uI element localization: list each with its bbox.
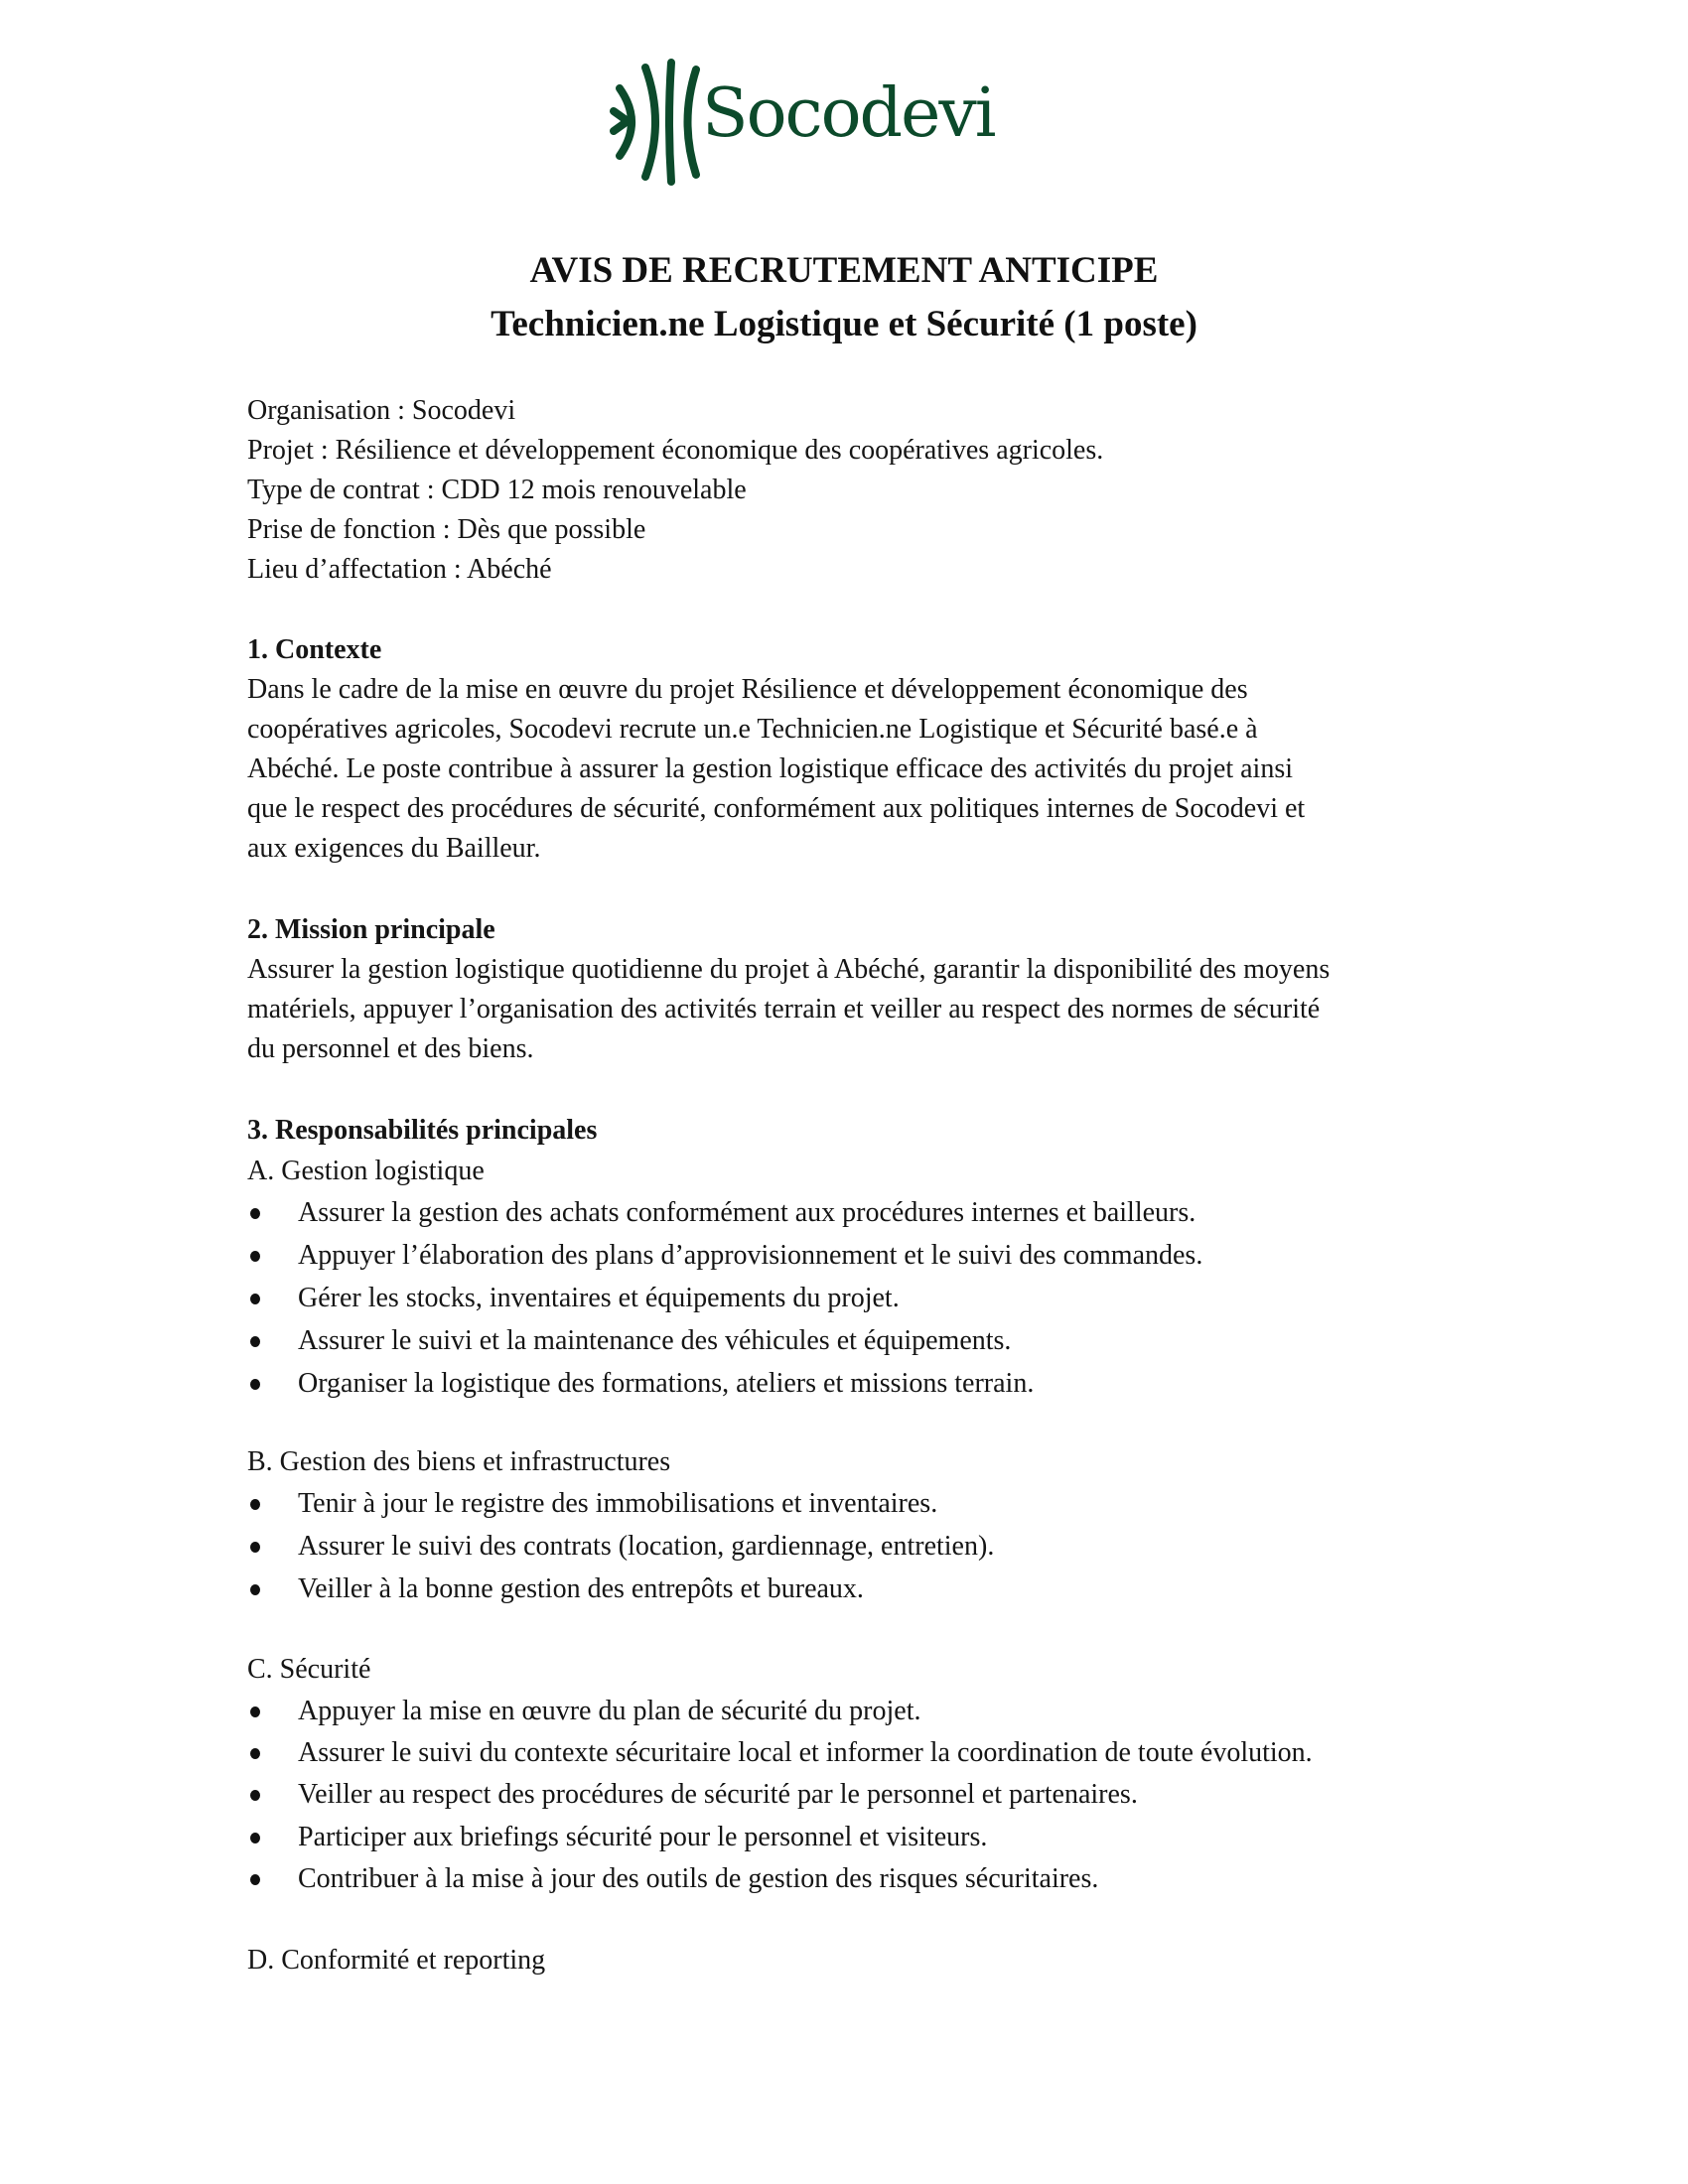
list-item-text: Assurer la gestion des achats conformément aux procédures internes et bailleurs. [298, 1197, 1196, 1228]
list-item-text: Gérer les stocks, inventaires et équipements du projet. [298, 1283, 900, 1313]
bullet-icon [250, 1833, 260, 1843]
section-heading-mission: 2. Mission principale [247, 914, 495, 945]
section-heading-contexte: 1. Contexte [247, 634, 382, 665]
list-item-text: Veiller à la bonne gestion des entrepôts et bureaux. [298, 1573, 864, 1604]
bullet-icon [250, 1706, 260, 1717]
paragraph-line: Assurer la gestion logistique quotidienne du projet à Abéché, garantir la disponibilité des moyens [247, 954, 1331, 985]
bullet-icon [250, 1379, 260, 1390]
info-organisation: Organisation : Socodevi [247, 395, 516, 426]
section-heading-responsabilites: 3. Responsabilités principales [247, 1115, 598, 1146]
paragraph-line: Dans le cadre de la mise en œuvre du projet Résilience et développement économique des [247, 674, 1248, 705]
list-item-text: Assurer le suivi du contexte sécuritaire local et informer la coordination de toute évolution. [298, 1737, 1313, 1768]
subsection-title-a: A. Gestion logistique [247, 1156, 485, 1186]
bullet-icon [250, 1874, 260, 1885]
paragraph-line: matériels, appuyer l’organisation des activités terrain et veiller au respect des normes de sécurité [247, 994, 1321, 1024]
bullet-icon [250, 1499, 260, 1510]
page-title: AVIS DE RECRUTEMENT ANTICIPE [529, 250, 1159, 291]
bullet-icon [250, 1208, 260, 1219]
info-type-contrat: Type de contrat : CDD 12 mois renouvelable [247, 475, 747, 505]
paragraph-line: Abéché. Le poste contribue à assurer la gestion logistique efficace des activités du projet ainsi [247, 753, 1294, 784]
paragraph-line: aux exigences du Bailleur. [247, 833, 541, 864]
subsection-title-b: B. Gestion des biens et infrastructures [247, 1446, 671, 1477]
info-lieu-affectation: Lieu d’affectation : Abéché [247, 554, 552, 585]
paragraph-line: coopératives agricoles, Socodevi recrute un.e Technicien.ne Logistique et Sécurité basé.e à [247, 714, 1258, 745]
bullet-icon [250, 1748, 260, 1759]
list-item-text: Tenir à jour le registre des immobilisations et inventaires. [298, 1488, 938, 1519]
paragraph-line: que le respect des procédures de sécurité, conformément aux politiques internes de Socodevi et [247, 793, 1306, 824]
list-item-text: Appuyer l’élaboration des plans d’approvisionnement et le suivi des commandes. [298, 1240, 1203, 1271]
info-prise-fonction: Prise de fonction : Dès que possible [247, 514, 646, 545]
subsection-title-d: D. Conformité et reporting [247, 1945, 546, 1976]
list-item-text: Assurer le suivi des contrats (location, gardiennage, entretien). [298, 1531, 995, 1562]
list-item-text: Veiller au respect des procédures de sécurité par le personnel et partenaires. [298, 1779, 1138, 1810]
socodevi-radiating-arcs-icon [608, 56, 707, 189]
bullet-icon [250, 1584, 260, 1595]
paragraph-line: du personnel et des biens. [247, 1033, 534, 1064]
bullet-icon [250, 1294, 260, 1304]
list-item-text: Contribuer à la mise à jour des outils de gestion des risques sécuritaires. [298, 1863, 1099, 1894]
socodevi-logo [608, 56, 995, 189]
list-item-text: Assurer le suivi et la maintenance des véhicules et équipements. [298, 1325, 1012, 1356]
info-projet: Projet : Résilience et développement économique des coopératives agricoles. [247, 435, 1104, 466]
list-item-text: Participer aux briefings sécurité pour le personnel et visiteurs. [298, 1822, 988, 1852]
list-item-text: Organiser la logistique des formations, ateliers et missions terrain. [298, 1368, 1035, 1399]
job-title: Technicien.ne Logistique et Sécurité (1 poste) [491, 304, 1197, 344]
list-item-text: Appuyer la mise en œuvre du plan de sécurité du projet. [298, 1696, 921, 1726]
bullet-icon [250, 1790, 260, 1801]
bullet-icon [250, 1542, 260, 1553]
subsection-title-c: C. Sécurité [247, 1654, 371, 1685]
bullet-icon [250, 1336, 260, 1347]
logo-wordmark: Socodevi [702, 74, 995, 153]
bullet-icon [250, 1251, 260, 1262]
